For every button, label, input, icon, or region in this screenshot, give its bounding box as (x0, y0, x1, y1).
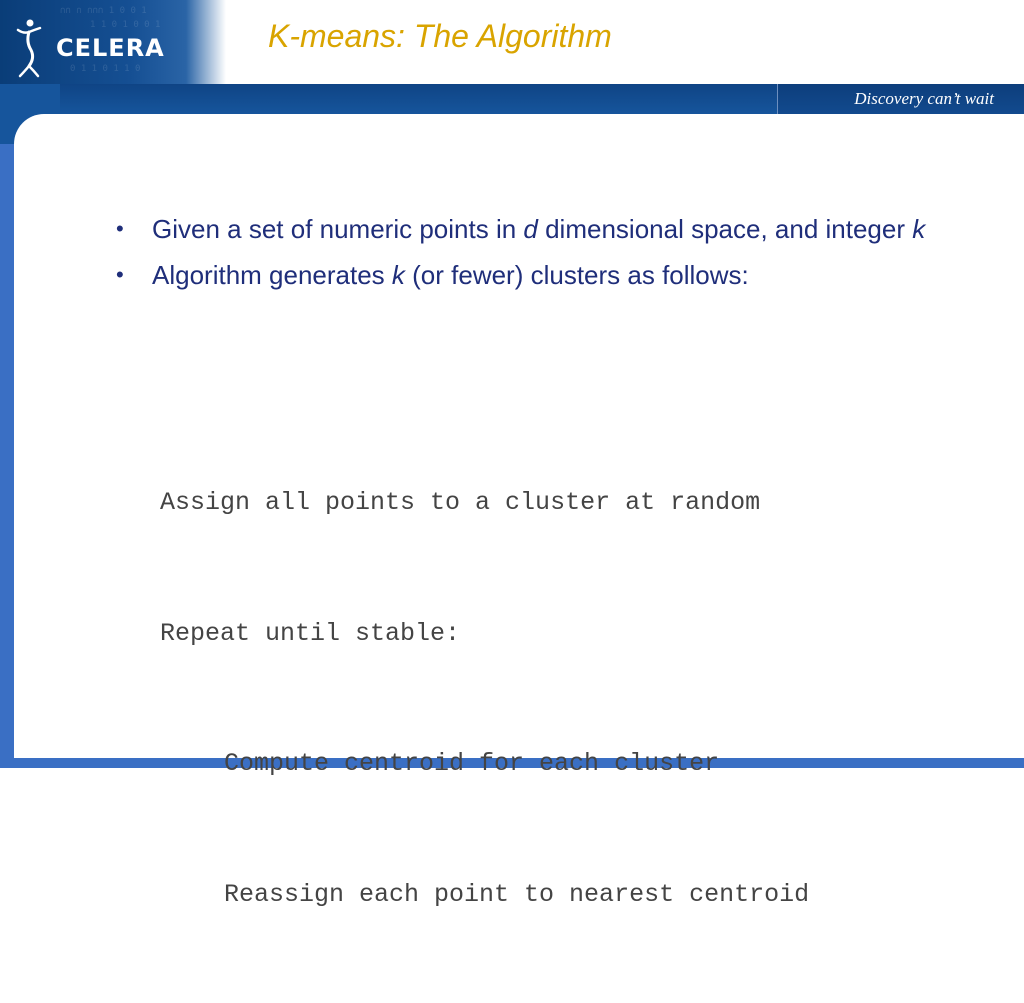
slide-title: K-means: The Algorithm (268, 18, 612, 54)
header-logo-band: ∩∩ ∩ ∩∩∩ 1 0 0 1 1 1 0 1 0 0 1 0 1 1 0 1 1 0 CELERA (0, 0, 186, 84)
bullet-text: dimensional space, and integer (537, 214, 913, 244)
bullet-item (112, 258, 932, 292)
bullet-list (112, 212, 932, 304)
logo-text: CELERA (56, 34, 165, 62)
left-bar (0, 84, 14, 768)
bullet-text: (or fewer) clusters as follows: (404, 260, 749, 290)
bullet-dot-icon: • (116, 216, 124, 241)
code-line: Assign all points to a cluster at random (160, 488, 761, 517)
tagline: Discovery can’t wait (854, 89, 994, 108)
bullet-var: d (523, 214, 538, 244)
code-line: Repeat until stable: (160, 618, 461, 648)
header-fade (186, 0, 226, 84)
code-line: Compute centroid for each cluster (224, 749, 720, 778)
bullet-text: Algorithm generates (152, 260, 392, 290)
bullet-text: Given a set of numeric points in (152, 214, 524, 244)
bullet-var: k (912, 214, 926, 244)
algorithm-code-block (160, 394, 809, 1003)
celera-figure-icon (14, 18, 44, 78)
bullet-var: k (391, 260, 405, 290)
bullet-item (112, 212, 932, 246)
bullet-dot-icon: • (116, 262, 124, 287)
code-line: Reassign each point to nearest centroid (224, 879, 810, 909)
